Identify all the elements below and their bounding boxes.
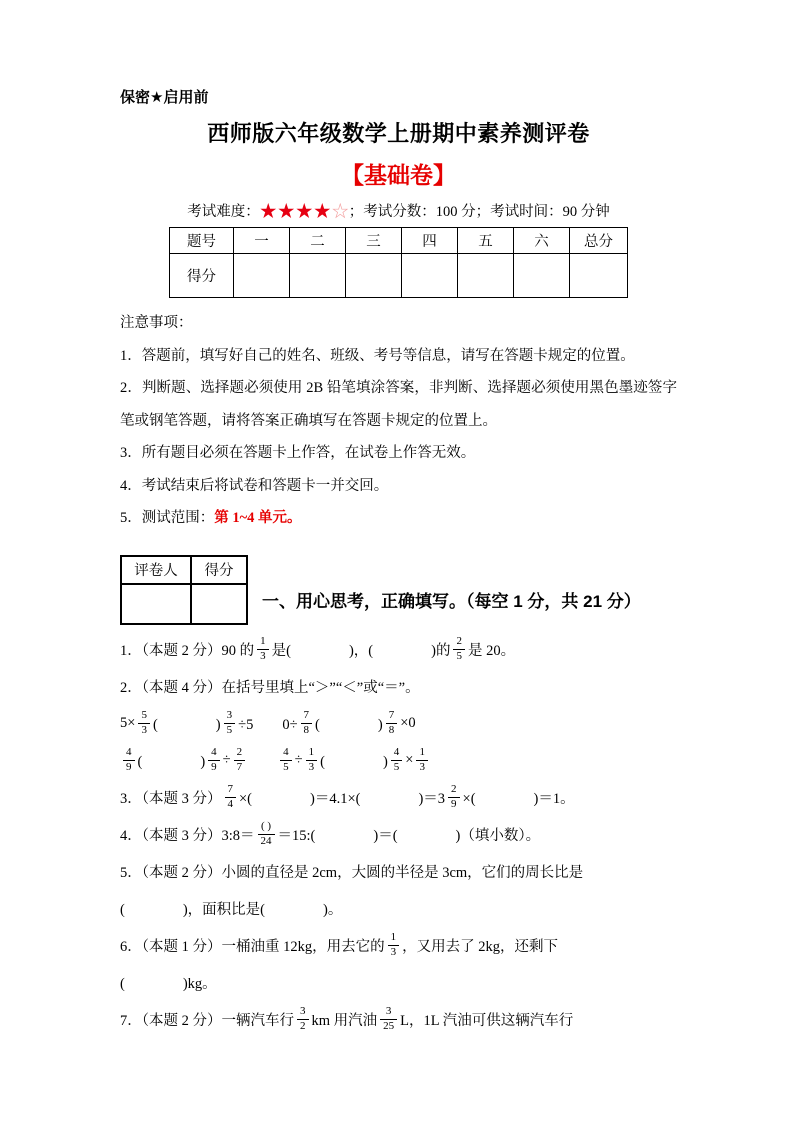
notes-title: 注意事项： — [120, 315, 193, 331]
score-table — [169, 227, 628, 298]
fraction: $\frac{4}{9}$ — [208, 746, 220, 773]
score-header-cell: 五 — [458, 228, 514, 254]
question-text: 2．（本题 4 分）在括号里填上“＞”“＜”或“＝”。 — [120, 679, 420, 696]
fraction: $\frac{1}{3}$ — [416, 746, 428, 773]
question-4 — [120, 816, 677, 853]
question-text: ×( )＝1。 — [462, 790, 575, 807]
star-filled-icon: ★★★★ — [259, 202, 332, 221]
score-empty-cell — [346, 254, 402, 298]
score-header-cell: 总分 — [570, 228, 628, 254]
note-item-5-prefix: 5．测试范围： — [120, 510, 215, 526]
question-2 — [120, 668, 677, 705]
question-text: ( )kg。 — [120, 975, 217, 992]
note-item-5 — [120, 502, 677, 535]
fraction: $\frac{2}{5}$ — [453, 635, 465, 662]
fraction: $\frac{7}{4}$ — [225, 783, 237, 810]
question-text: ＝15:( )＝( )（填小数）。 — [277, 827, 541, 844]
question-text: × — [405, 751, 414, 768]
score-label: 得分 — [191, 556, 247, 584]
score-header-cell: 六 — [514, 228, 570, 254]
fraction: $\frac{3}{2}$ — [297, 1005, 309, 1032]
score-row-label: 得分 — [170, 254, 234, 298]
question-text: ( )，面积比是( )。 — [120, 901, 343, 918]
difficulty-label: 考试难度： — [187, 204, 260, 220]
question-text: 是( )，( )的 — [271, 642, 451, 659]
page-title — [120, 117, 677, 148]
question-3 — [120, 779, 677, 816]
fraction: $\frac{1}{3}$ — [306, 746, 318, 773]
fraction: $\frac{4}{5}$ — [391, 746, 403, 773]
question-5-line-2 — [120, 890, 677, 927]
grader-score-block — [120, 555, 677, 625]
question-text: ( ) — [315, 716, 383, 733]
fraction: $\frac{4}{9}$ — [123, 746, 135, 773]
question-text: ÷ — [294, 751, 303, 768]
grader-score-box — [120, 555, 248, 625]
score-table-header-row — [170, 228, 628, 254]
page-title-prefix: 西师版 — [207, 121, 275, 146]
question-1 — [120, 631, 677, 668]
question-6-line-1 — [120, 927, 677, 964]
question-text: ×( )＝4.1×( )＝3 — [239, 790, 446, 807]
fraction: $\frac{5}{3}$ — [138, 709, 150, 736]
score-header-cell: 三 — [346, 228, 402, 254]
note-item-2: 2．判断题、选择题必须使用 2B 铅笔填涂答案，非判断、选择题必须使用黑色墨迹签字笔或钢笔答题，请将答案正确填写在答题卡规定的位置上。 — [120, 380, 677, 429]
score-empty-cell — [514, 254, 570, 298]
question-text: 3．（本题 3 分） — [120, 790, 222, 807]
score-header-cell: 一 — [234, 228, 290, 254]
question-7 — [120, 1001, 677, 1038]
question-text: ( ) — [137, 753, 206, 770]
fraction: $\frac{2}{9}$ — [448, 783, 460, 810]
question-text: ÷5 0÷ — [238, 716, 298, 733]
question-text: 4．（本题 3 分）3:8＝ — [120, 827, 255, 844]
question-text: 5．（本题 2 分）小圆的直径是 2cm，大圆的半径是 3cm，它们的周长比是 — [120, 864, 584, 881]
exam-meta-text: ；考试分数：100 分；考试时间：90 分钟 — [348, 204, 610, 220]
fraction: $\frac{2}{7}$ — [234, 746, 246, 773]
score-empty-cell — [402, 254, 458, 298]
fraction: $\frac{3}{5}$ — [224, 709, 236, 736]
question-text: 7．（本题 2 分）一辆汽车行 — [120, 1012, 294, 1029]
note-item-1: 1．答题前，填写好自己的姓名、班级、考号等信息，请写在答题卡规定的位置。 — [120, 347, 635, 364]
score-empty-cell — [191, 584, 247, 624]
note-item-3: 3．所有题目必须在答题卡上作答，在试卷上作答无效。 — [120, 445, 476, 461]
score-header-cell: 题号 — [170, 228, 234, 254]
score-empty-cell — [234, 254, 290, 298]
question-2-compare-row-1 — [120, 705, 677, 742]
score-table-value-row — [170, 254, 628, 298]
note-item-5-range: 第 1~4 单元。 — [214, 510, 302, 526]
grader-box-empty-row — [121, 584, 247, 624]
page-title-main: 六年级数学上册期中素养测评卷 — [274, 121, 590, 146]
question-text: ，又用去了 2kg，还剩下 — [402, 938, 558, 955]
paper-level-badge: 【基础卷】 — [341, 162, 456, 188]
notes-section — [120, 307, 677, 535]
star-empty-icon: ☆ — [331, 202, 349, 221]
question-text: ( ) — [152, 716, 221, 733]
fraction: $\frac{4}{5}$ — [280, 746, 292, 773]
question-text — [248, 750, 277, 771]
grader-box-header-row — [121, 556, 247, 584]
exam-meta-line — [120, 197, 677, 222]
fraction: $\frac{3}{25}$ — [380, 1005, 397, 1032]
score-empty-cell — [290, 254, 346, 298]
fraction: $\frac{( )}{24}$ — [258, 820, 275, 847]
note-item-4: 4．考试结束后将试卷和答题卡一并交回。 — [120, 477, 389, 494]
section1-heading: 一、用心思考，正确填写。（每空 1 分，共 21 分） — [262, 591, 641, 611]
question-text: ×0 — [400, 714, 416, 731]
fraction: $\frac{7}{8}$ — [386, 709, 398, 736]
grader-empty-cell — [121, 584, 191, 624]
question-6-line-2 — [120, 964, 677, 1001]
question-text: 是 20。 — [467, 642, 516, 659]
security-notice: 保密★启用前 — [120, 89, 209, 106]
question-text: ( ) — [320, 753, 388, 770]
question-text: 6．（本题 1 分）一桶油重 12kg，用去它的 — [120, 938, 385, 955]
fraction: $\frac{7}{8}$ — [301, 709, 313, 736]
score-header-cell: 四 — [402, 228, 458, 254]
question-text: 1．（本题 2 分）90 的 — [120, 642, 255, 659]
question-2-compare-row-2 — [120, 742, 677, 779]
section1-questions — [120, 631, 677, 1038]
question-text: ÷ — [222, 751, 231, 768]
score-empty-cell — [458, 254, 514, 298]
question-text: 5× — [120, 714, 136, 731]
fraction: $\frac{1}{3}$ — [388, 931, 400, 958]
question-text: L，1L 汽油可供这辆汽车行 — [400, 1012, 574, 1029]
score-header-cell: 二 — [290, 228, 346, 254]
question-text: km 用汽油 — [311, 1012, 378, 1029]
score-empty-cell — [570, 254, 628, 298]
grader-label: 评卷人 — [121, 556, 191, 584]
fraction: $\frac{1}{3}$ — [257, 635, 269, 662]
question-5-line-1 — [120, 853, 677, 890]
